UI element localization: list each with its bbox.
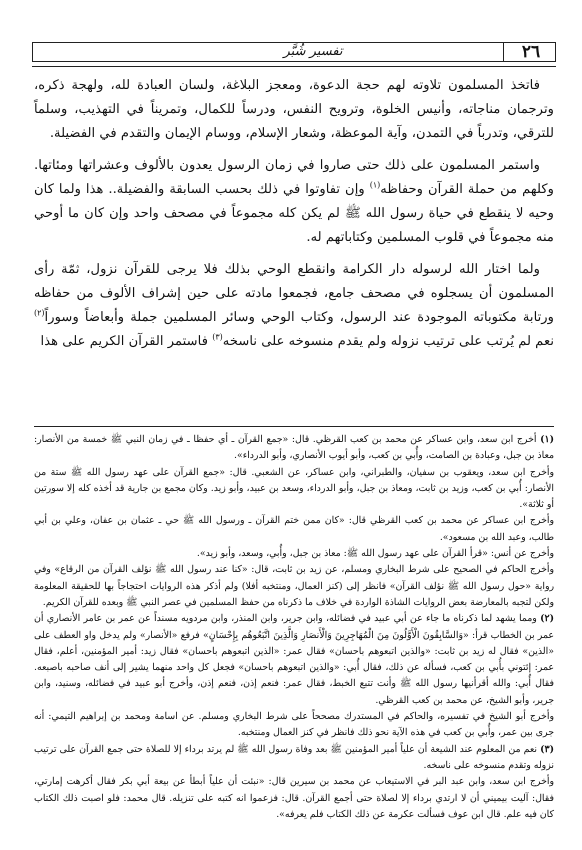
footnote-1-number: (١) (540, 434, 555, 445)
footnote-1-c: وأخرج ابن عساكر عن محمد بن كعب القرظي قال: «كان ممن ختم القرآن ـ ورسول الله ﷺ حي ـ عثمان بن عفان، وعلي بن أبي طالب، وعبد الله بن مسعود». (34, 515, 554, 543)
footnote-2-b: وأخرج أبو الشيخ في تفسيره، والحاكم في المستدرك مصححاً على شرط البخاري ومسلم. عن اسامة ومحمد بن إبراهيم التيمي: أنه جرى بين عمر، وأُبي بن كعب في هذه الآية نحو ذلك فانظر في كنز العمال ومنتخبه. (34, 711, 554, 739)
footnote-ref-2[interactable]: (٢) (34, 308, 45, 318)
footnote-3-number: (٣) (540, 743, 554, 755)
paragraph-3-text: ولما اختار الله لرسوله دار الكرامة وانقطع الوحي بذلك فلا يرجى للقرآن نزول، ثمّة رأى المسلمون أن يسجلوه في مصحف جامع، فجمعوا مادته على حين إشراف الألوف من حفاظه ورتابة مكتوباته الموجودة عند الرسول، وكتاب الوحي وسائر المسلمين جملة وأبعاضاً وسوراً (34, 262, 554, 325)
footnote-ref-1[interactable]: (١) (369, 180, 381, 190)
paragraph-3-end: فاستمر القرآن الكريم على هذا (40, 334, 213, 349)
footnote-3-a: نعم من المعلوم عند الشيعة أن علياً أمير المؤمنين ﷺ بعد وفاة رسول الله ﷺ لم يرتد برداء إلا للصلاة حتى جمع القرآن على ترتيب نزوله وتقدم منسوخه على ناسخه. (34, 743, 554, 771)
paragraph-2 (34, 154, 554, 250)
footnote-separator (34, 426, 554, 427)
footnote-3-b: وأخرج ابن سعد، وابن عبد البر في الاستيعاب عن محمد بن سيرين قال: «نبئت أن علياً أبطأ عن بيعة أبي بكر فقال أكرهت إمارتي، فقال: آليت بيميني أن لا ارتدي برداء إلا لصلاة حتى أجمع القرآن. قال: فزعموا انه كتبه على تنزيله. قال محمد: فلو اصبت ذلك الكتاب كان فيه علم. قال ابن عوف فسألت عكرمة عن ذلك الكتاب فلم يعرفه». (34, 776, 554, 820)
paragraph-2-text: واستمر المسلمون على ذلك حتى صاروا في زمان الرسول يعدون بالألوف وعشراتها ومئاتها. وكلهم من حملة القرآن وحفاظه (34, 158, 554, 197)
running-header (32, 42, 556, 62)
footnote-2-number: (٢) (540, 613, 555, 625)
header-rule (32, 66, 556, 67)
footnote-1-a: أخرج ابن سعد، وابن عساكر عن محمد بن كعب القرظي. قال: «جمع القرآن ـ أي حفظا ـ في زمان النبي ﷺ خمسة من الأنصار: معاذ بن جبل، وعبادة بن الصامت، وأُبي بن كعب، وأبو أيوب الأنصاري، وأبو الدرداء». (34, 434, 554, 462)
paragraph-1: فاتخذ المسلمون تلاوته لهم حجة الدعوة، ومعجز البلاغة، ولسان العبادة لله، ولهجة ذكره، وترجمان مناجاته، وأنيس الخلوة، وترويح النفس، ودرساً للكمال، وتمريناً في التهذيب، وسلماً للترقي، وتدرباً في التمدن، وآية الموعظة، وشعار الإسلام، ووسام الإيمان والتقدم في الفضيلة. (34, 78, 554, 141)
running-head-title: تفسير شُبَّر (283, 44, 343, 59)
main-text (34, 74, 554, 360)
footnote-2-a: ومما يشهد لما ذكرناه ما جاء عن أبي عبيد في فضائله، وابن جرير، وابن المنذر، وابن مردويه مسنداً عن عمر بن عامر الأنصاري أن عمر بن الخطاب قرأ: «وَالسَّابِقُونَ الْأَوَّلُونَ مِنَ الْمُهَاجِرِينَ وَالْأَنصَارِ وَالَّذِينَ اتَّبَعُوهُم بِإِحْسَانٍ» فرفع «الأنصار» ولم يدخل واو العطف على «الذين» فقال له زيد بن ثابت: «والذين اتبعوهم باحسان» فقال عمر: «الذين اتبعوهم باحسان» فقال زيد: أمير المؤمنين، أعلم، فقال عمر: إئتوني بأُبي بن كعب، فسأله عن ذلك، فقال أُبي: «والذين اتبعوهم باحسان» فجعل كل واحد منهما يشير إلى أنف صاحبه باصبعه. فقال أُبي: والله أقرأنيها رسول الله ﷺ وأنت تتبع الخبط، فقال عمر: فنعم إذن، فنعم إذن، وأخرج أبو عبيد في فضائله، وسنيد، وابن جرير، وأبو الشيخ، عن محمد بن كعب القرظي. (34, 613, 554, 706)
footnote-2 (34, 611, 554, 709)
footnote-ref-3[interactable]: (٣) (212, 332, 223, 342)
footnote-3 (34, 742, 554, 775)
footnote-1 (34, 432, 554, 465)
footnote-1-b: وأخرج ابن سعد، ويعقوب بن سفيان، والطبراني، وابن عساكر، عن الشعبي. قال: «جمع القرآن على عهد رسول الله ﷺ ستة من الأنصار: أُبي بن كعب، وزيد بن ثابت، ومعاذ بن جبل، وأبو الدرداء، وسعد بن عبيد، وأبو زيد. وكان مجمع بن جارية قد أخذه كله إلا سورتين أو ثلاثة». (34, 466, 554, 511)
paragraph-3-mid: نعم لم يُرتب على ترتيب نزوله ولم يقدم منسوخه على ناسخه (222, 334, 554, 349)
header-divider (503, 43, 504, 61)
page-number: ٢٦ (521, 42, 541, 62)
footnote-1-e: وأخرج الحاكم في الصحيح على شرط البخاري ومسلم، عن زيد بن ثابت، قال: «كنا عند رسول الله ﷺ نؤلف القرآن من الرقاع» وفي رواية «حول رسول الله ﷺ نؤلف القرآن» فانظر إلى (كنز العمال، ومنتخبه أفلا) ولم أذكر هذه الروايات احتجاجاً بها للحقيقة المعلومة ولكن لتجبه بالمعارضة بعض الروايات الشاذة الواردة في خلاف ما ذكرناه من حفظ المسلمين في عصر النبي ﷺ وبعده للقرآن الكريم. (34, 564, 554, 608)
paragraph-3 (34, 258, 554, 354)
footnote-1-d: وأخرج عن أنس: «قرأ القرآن على عهد رسول الله ﷺ: معاذ بن جبل، وأُبي، وسعد، وأبو زيد». (196, 548, 554, 560)
paragraph-2-rest: وإن تفاوتوا في ذلك بحسب السابقة والفضيلة.. هذا ولما كان وحيه لا ينقطع في حياة رسول الله ﷺ لم يكن كله مجموعاً في مصحف واحد وإن كان ما أوحي منه مجموعاً في قلوب المسلمين وكتاباتهم له. (34, 182, 554, 245)
footnotes (34, 432, 554, 823)
